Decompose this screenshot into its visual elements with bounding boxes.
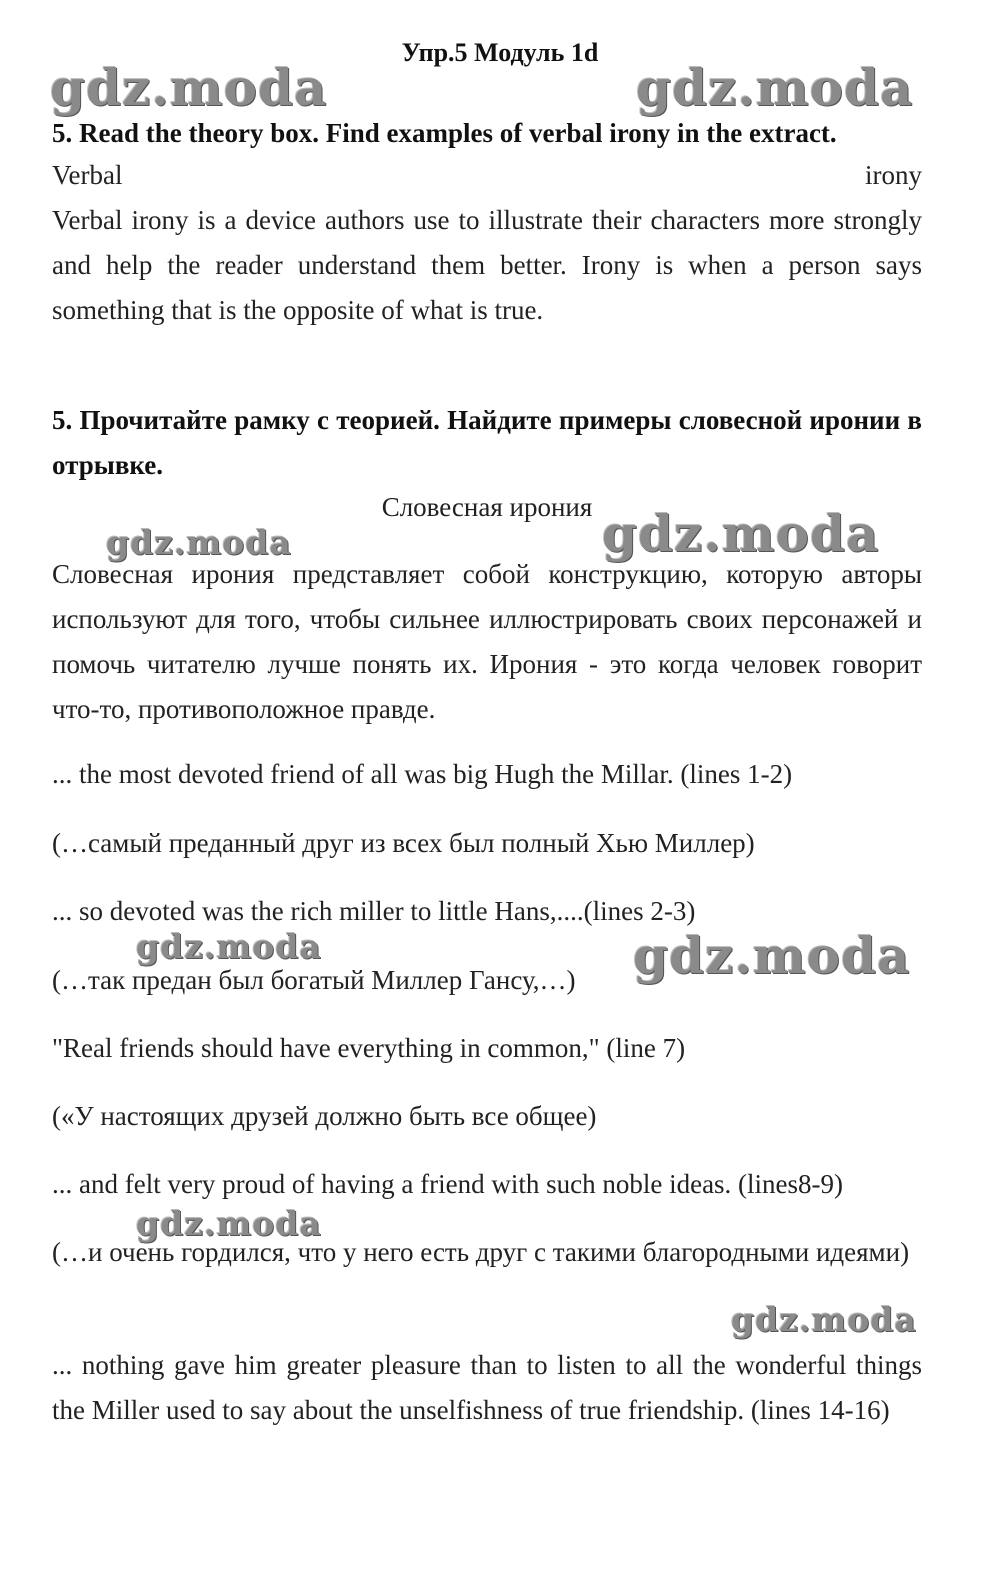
example-en: ... the most devoted friend of all was big Hugh the Millar. (lines 1-2) [52, 759, 793, 789]
example-ru: («У настоящих друзей должно быть все общее) [52, 1101, 597, 1131]
watermark-logo: gdz.moda [106, 523, 292, 562]
example-en: ... so devoted was the rich miller to little Hans,....(lines 2-3) [52, 896, 696, 926]
watermark-logo: gdz.moda [136, 927, 322, 966]
watermark-logo: gdz.moda [731, 1300, 917, 1339]
en-box-heading [52, 153, 922, 198]
example-en: ... nothing gave him greater pleasure than to listen to all the wonderful things the Miller used to say about the unselfishness of true friendship. (lines 14-16) [52, 1350, 922, 1425]
en-box-text: Verbal irony is a device authors use to illustrate their characters more strongly and help the reader understand them better. Irony is when a person says something that is the opposite of what is true. [52, 205, 922, 325]
ru-task-heading: 5. Прочитайте рамку с теорией. Найдите примеры словесной иронии в отрывке. [52, 405, 922, 480]
en-task-heading: 5. Read the theory box. Find examples of verbal irony in the extract. [52, 118, 837, 148]
example-ru: (…самый преданный друг из всех был полный Хью Миллер) [52, 828, 755, 858]
example-ru: (…и очень гордился, что у него есть друг с такими благородными идеями) [52, 1237, 910, 1267]
watermark-logo: gdz.moda [636, 58, 914, 117]
page-title: Упр.5 Модуль 1d [401, 38, 599, 67]
example-en: ... and felt very proud of having a friend with such noble ideas. (lines8-9) [52, 1169, 844, 1199]
en-box-heading-left: Verbal [52, 160, 123, 190]
watermark-logo: gdz.moda [50, 58, 328, 117]
watermark-logo: gdz.moda [633, 926, 911, 985]
watermark-logo: gdz.moda [602, 504, 880, 563]
en-box-heading-right: irony [865, 160, 922, 190]
example-en: "Real friends should have everything in common," (line 7) [52, 1033, 686, 1063]
ru-box-heading: Словесная ирония [381, 492, 593, 522]
ru-box-text: Словесная ирония представляет собой конструкцию, которую авторы используют для того, чтобы сильнее иллюстрировать своих персонажей и помочь читателю лучше понять их. Ирония - это когда человек говорит что-то, противоположное правде. [52, 559, 922, 724]
example-ru: (…так предан был богатый Миллер Гансу,…) [52, 965, 576, 995]
watermark-logo: gdz.moda [136, 1204, 322, 1243]
